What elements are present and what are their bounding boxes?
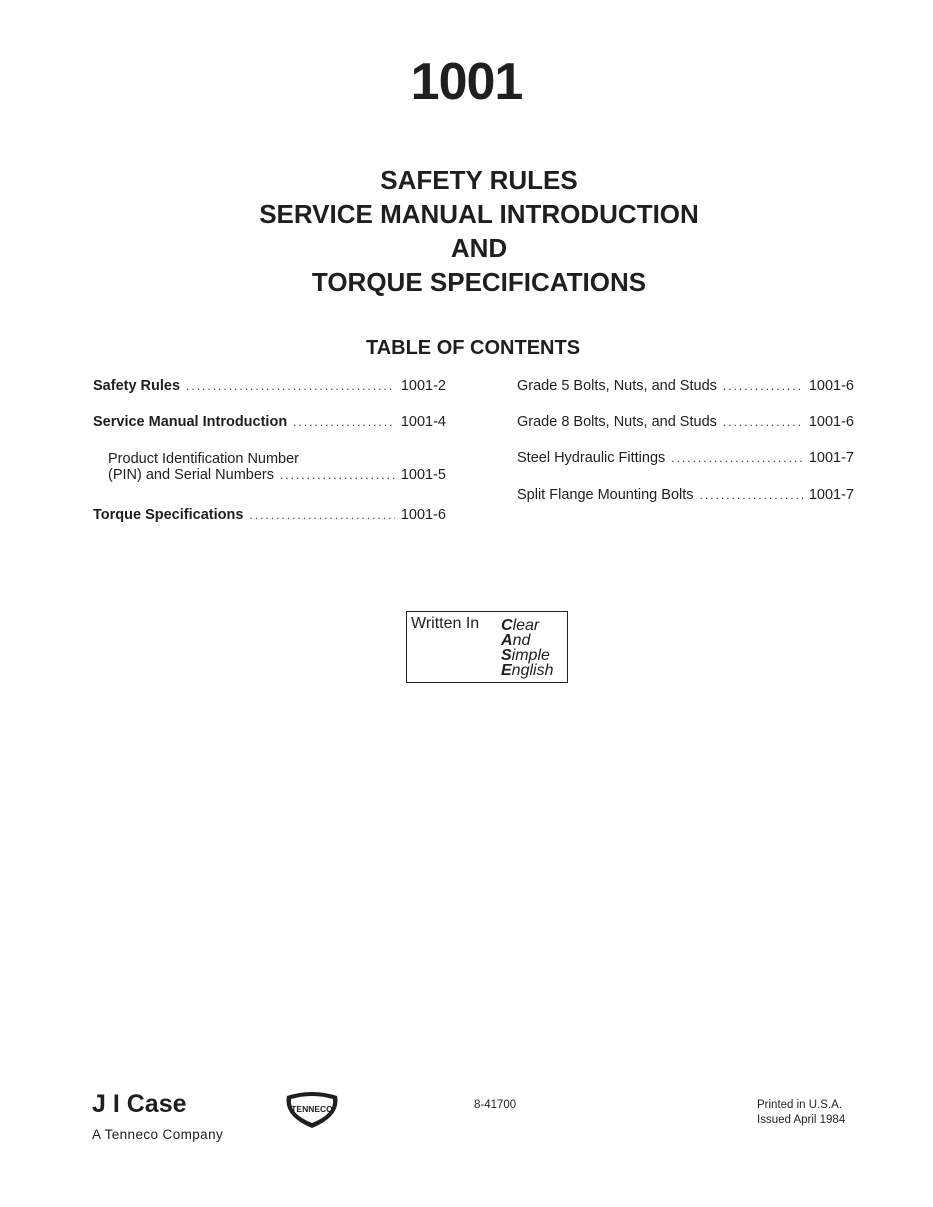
- toc-entry-page: 1001-6: [400, 507, 446, 523]
- manual-title: [0, 163, 933, 299]
- toc-entry-page: 1001-7: [808, 487, 854, 503]
- toc-entry-label: Grade 5 Bolts, Nuts, and Studs: [517, 378, 717, 394]
- title-line: SERVICE MANUAL INTRODUCTION: [259, 199, 699, 229]
- toc-leader-dots: [186, 379, 395, 393]
- toc-leader-dots: [280, 468, 395, 482]
- section-number: 1001: [410, 53, 523, 111]
- toc-entry-page: 1001-2: [400, 378, 446, 394]
- toc-entry-label-line1: Product Identification Number: [108, 451, 300, 467]
- tenneco-logo-icon: [283, 1090, 341, 1135]
- badge-word: And: [501, 632, 531, 649]
- toc-entry-label: Steel Hydraulic Fittings: [517, 450, 666, 466]
- toc-entry-grade-5-bolts[interactable]: [517, 378, 854, 414]
- toc-entry-safety-rules[interactable]: [93, 378, 446, 414]
- company-name: J I Case: [92, 1090, 187, 1118]
- toc-entry-page: 1001-7: [808, 450, 854, 466]
- toc-entry-page: 1001-4: [400, 414, 446, 430]
- badge-word: Simple: [501, 647, 550, 664]
- toc-entry-product-identification[interactable]: [93, 451, 446, 507]
- clear-and-simple-english-badge: [406, 611, 568, 683]
- toc-entry-grade-8-bolts[interactable]: [517, 414, 854, 450]
- company-tagline: A Tenneco Company: [92, 1127, 224, 1142]
- toc-entry-service-manual-introduction[interactable]: [93, 414, 446, 451]
- badge-word: Clear: [501, 617, 540, 634]
- toc-entry-label: Grade 8 Bolts, Nuts, and Studs: [517, 414, 717, 430]
- toc-entry-label: Service Manual Introduction: [93, 414, 288, 430]
- badge-lead-text: Written In: [411, 615, 480, 632]
- toc-entry-page: 1001-6: [808, 378, 854, 394]
- title-line: SAFETY RULES: [380, 165, 578, 195]
- toc-left-column: [93, 378, 446, 523]
- print-info: [757, 1098, 845, 1128]
- badge-word: English: [501, 662, 554, 679]
- toc-leader-dots: [723, 379, 803, 393]
- toc-entry-label: Split Flange Mounting Bolts: [517, 487, 694, 503]
- toc-entry-label: Torque Specifications: [93, 507, 244, 523]
- toc-entry-page: 1001-5: [400, 467, 446, 483]
- toc-entry-torque-specifications[interactable]: [93, 507, 446, 523]
- toc-leader-dots: [700, 488, 803, 502]
- toc-leader-dots: [671, 451, 803, 465]
- toc-right-column: [517, 378, 854, 503]
- toc-leader-dots: [293, 415, 395, 429]
- toc-leader-dots: [249, 508, 394, 522]
- logo-text: TENNECO: [291, 1104, 333, 1114]
- part-number: 8-41700: [474, 1099, 517, 1111]
- toc-entry-label-line2: (PIN) and Serial Numbers: [108, 467, 274, 483]
- toc-entry-line2: [108, 467, 446, 483]
- printed-in: Printed in U.S.A.: [757, 1099, 843, 1111]
- toc-entry-label: Safety Rules: [93, 378, 181, 394]
- title-line: AND: [450, 233, 508, 263]
- toc-leader-dots: [723, 415, 803, 429]
- toc-entry-page: 1001-6: [808, 414, 854, 430]
- issue-date: Issued April 1984: [757, 1114, 846, 1126]
- toc-heading: TABLE OF CONTENTS: [365, 337, 581, 359]
- toc-entry-steel-hydraulic-fittings[interactable]: [517, 450, 854, 487]
- title-line: TORQUE SPECIFICATIONS: [311, 267, 647, 297]
- toc-entry-split-flange-mounting-bolts[interactable]: [517, 487, 854, 503]
